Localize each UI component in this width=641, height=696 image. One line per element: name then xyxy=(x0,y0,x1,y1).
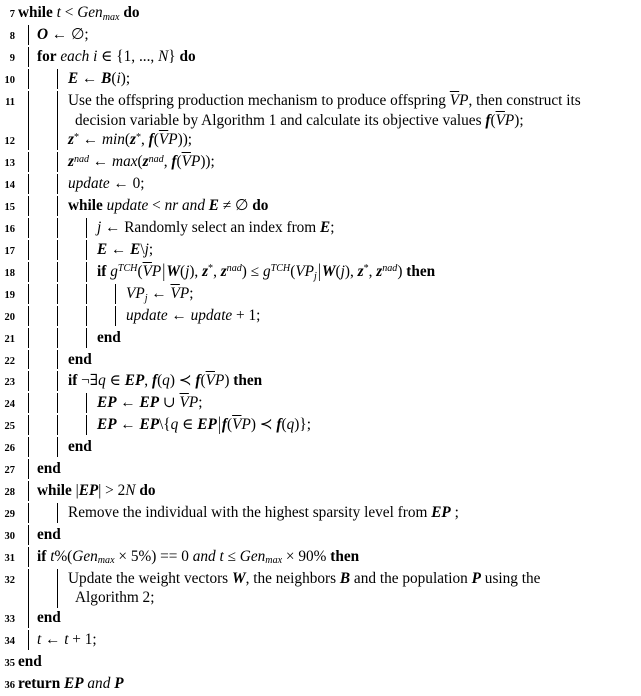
algorithm-line xyxy=(0,393,641,415)
indent-rule xyxy=(28,437,29,457)
indent-rule xyxy=(28,25,29,45)
algorithm-line xyxy=(0,350,641,372)
indent-rule xyxy=(86,393,87,413)
line-number: 17 xyxy=(4,245,15,257)
line-body xyxy=(18,174,641,194)
indent-rule xyxy=(28,152,29,172)
indent-rule xyxy=(57,69,58,89)
line-body xyxy=(18,47,641,67)
line-text: if t%(Gen$_{max}$ × 5%) == 0 and t ≤ Gen$_{max}$ × 90% then xyxy=(37,547,360,567)
algorithm-line xyxy=(0,262,641,284)
indent-rule xyxy=(28,91,29,131)
line-number: 24 xyxy=(4,399,15,411)
line-text: EP ← EP ∪ $\overline{V}P$; xyxy=(97,394,203,412)
line-body xyxy=(18,437,641,457)
line-body xyxy=(18,69,641,89)
indent-rule xyxy=(57,371,58,391)
line-number: 7 xyxy=(9,9,15,20)
algorithm-line xyxy=(0,218,641,240)
indent-rule xyxy=(86,328,87,348)
algorithm-line xyxy=(0,69,641,91)
line-number: 30 xyxy=(4,530,15,542)
line-text: end xyxy=(37,609,61,627)
line-body xyxy=(18,630,641,650)
line-number: 13 xyxy=(4,158,15,170)
line-number: 25 xyxy=(4,421,15,433)
indent-rule xyxy=(28,130,29,150)
line-body xyxy=(18,393,641,413)
algorithm-line xyxy=(0,525,641,547)
line-body xyxy=(18,3,641,23)
line-text: end xyxy=(37,460,61,478)
indent-rule xyxy=(28,218,29,238)
line-body xyxy=(18,306,641,326)
line-body xyxy=(18,130,641,150)
line-number: 23 xyxy=(4,377,15,389)
line-number: 18 xyxy=(4,267,15,279)
algorithm-line xyxy=(0,306,641,328)
line-text: E ← E\j; xyxy=(97,240,154,258)
line-text: for each i ∈ {1, ..., N} do xyxy=(37,47,196,65)
indent-rule xyxy=(86,306,87,326)
algorithm-line xyxy=(0,569,641,609)
line-body xyxy=(18,284,641,304)
line-number: 14 xyxy=(4,180,15,192)
indent-rule xyxy=(115,306,116,326)
indent-rule xyxy=(86,284,87,304)
line-text: while t < Gen$_{max}$ do xyxy=(18,4,140,23)
indent-rule xyxy=(57,393,58,413)
line-number: 12 xyxy=(4,136,15,148)
line-body xyxy=(18,262,641,282)
line-text: EP ← EP\{q ∈ $EP|f(\overline{V}P)$ ≺ f(q)}; xyxy=(18,415,641,435)
line-text: Remove the individual with the highest sparsity level from EP ; xyxy=(68,503,459,521)
indent-rule xyxy=(57,130,58,150)
indent-rule xyxy=(28,174,29,194)
indent-rule xyxy=(28,393,29,413)
line-body xyxy=(18,459,641,479)
indent-rule xyxy=(86,218,87,238)
line-text: if $g^{TCH}(\overline{V}P|W(j)$, z*, $z^{nad}) \le g^{TCH}(VP_j|W(j)$, z*, $z^{nad}$) then xyxy=(18,262,641,282)
line-text: if ¬∃q ∈ EP, f(q) ≺ $f(\overline{V}P)$ then xyxy=(68,372,263,390)
line-body xyxy=(18,25,641,45)
line-number: 27 xyxy=(4,465,15,477)
conditional-bar-symbol: | xyxy=(317,260,321,282)
indent-rule xyxy=(28,69,29,89)
line-text: z* ← min(z*, $f(\overline{V}P)$); xyxy=(68,131,193,149)
algorithm-line xyxy=(0,91,641,131)
line-body xyxy=(18,503,641,523)
indent-rule xyxy=(28,328,29,348)
line-number: 33 xyxy=(4,614,15,626)
line-body xyxy=(18,481,641,501)
line-text: update ← update + 1; xyxy=(126,306,261,324)
algorithm-line xyxy=(0,174,641,196)
indent-rule xyxy=(28,547,29,567)
algorithm-line xyxy=(0,415,641,437)
line-text: update ← 0; xyxy=(68,175,145,193)
line-body xyxy=(18,328,641,348)
line-body xyxy=(18,525,641,545)
indent-rule xyxy=(57,503,58,523)
indent-rule xyxy=(28,47,29,67)
line-number: 36 xyxy=(4,680,15,692)
line-number: 28 xyxy=(4,486,15,498)
line-number: 31 xyxy=(4,552,15,564)
line-body xyxy=(18,196,641,216)
line-body xyxy=(18,218,641,238)
indent-rule xyxy=(115,284,116,304)
line-text: $z^{nad}$ ← $\max(z^{nad}$, $f(\overline{V}P)$); xyxy=(68,153,215,171)
algorithm-line xyxy=(0,47,641,69)
indent-rule xyxy=(28,196,29,216)
line-number: 26 xyxy=(4,443,15,455)
algorithm-line xyxy=(0,652,641,674)
line-body xyxy=(18,240,641,260)
indent-rule xyxy=(28,415,29,435)
line-number: 9 xyxy=(9,52,15,64)
line-body xyxy=(18,350,641,370)
algorithm-line xyxy=(0,371,641,393)
algorithm-line xyxy=(0,3,641,25)
line-text: while |EP| > 2N do xyxy=(37,481,156,499)
indent-rule xyxy=(28,503,29,523)
line-number: 8 xyxy=(9,30,15,42)
line-body xyxy=(18,152,641,172)
line-text: while update < nr and E ≠ ∅ do xyxy=(68,197,269,215)
line-number: 16 xyxy=(4,224,15,236)
line-number: 22 xyxy=(4,355,15,367)
line-text: end xyxy=(97,328,121,346)
line-number: 21 xyxy=(4,333,15,345)
line-number: 35 xyxy=(4,658,15,670)
conditional-bar-symbol: | xyxy=(217,413,221,436)
algorithm-line xyxy=(0,196,641,218)
algorithm-line xyxy=(0,630,641,652)
algorithm-line xyxy=(0,284,641,306)
indent-rule xyxy=(28,569,29,609)
line-text: O ← ∅; xyxy=(37,25,89,43)
line-number: 19 xyxy=(4,289,15,301)
indent-rule xyxy=(57,569,58,609)
indent-rule xyxy=(57,174,58,194)
indent-rule xyxy=(57,262,58,282)
algorithm-line xyxy=(0,674,641,696)
indent-rule xyxy=(57,240,58,260)
indent-rule xyxy=(28,306,29,326)
indent-rule xyxy=(28,262,29,282)
algorithm-line xyxy=(0,152,641,174)
line-number: 10 xyxy=(4,74,15,86)
indent-rule xyxy=(86,262,87,282)
line-number: 32 xyxy=(4,574,15,586)
line-text: t ← t + 1; xyxy=(37,631,97,649)
line-number: 15 xyxy=(4,202,15,214)
algorithm-line xyxy=(0,437,641,459)
line-number: 20 xyxy=(4,311,15,323)
algorithm-line xyxy=(0,130,641,152)
line-number: 11 xyxy=(5,96,15,108)
indent-rule xyxy=(57,306,58,326)
indent-rule xyxy=(28,481,29,501)
line-body xyxy=(18,547,641,567)
line-text: end xyxy=(68,438,92,456)
indent-rule xyxy=(28,350,29,370)
line-body xyxy=(18,415,641,435)
indent-rule xyxy=(28,240,29,260)
line-text: end xyxy=(37,525,61,543)
algorithm-line xyxy=(0,547,641,569)
indent-rule xyxy=(28,630,29,650)
line-text: return EP and P xyxy=(18,675,124,693)
indent-rule xyxy=(57,91,58,131)
indent-rule xyxy=(28,459,29,479)
indent-rule xyxy=(57,196,58,216)
line-text: Update the weight vectors W, the neighbors B and the population P using the Algorithm 2; xyxy=(68,569,541,607)
line-text: end xyxy=(68,350,92,368)
indent-rule xyxy=(57,350,58,370)
indent-rule xyxy=(57,284,58,304)
indent-rule xyxy=(57,328,58,348)
line-text: $VP_j$ ← $\overline{V}P$; xyxy=(126,284,194,304)
indent-rule xyxy=(28,284,29,304)
line-number: 34 xyxy=(4,636,15,648)
line-text: Use the offspring production mechanism to produce offspring $\overline{V}P$, then construct its decision variable by Algorithm 1 and calculate its objective values $f(\overline{V}P)$; xyxy=(68,91,581,129)
indent-rule xyxy=(86,415,87,435)
line-text: end xyxy=(18,653,42,671)
indent-rule xyxy=(28,525,29,545)
line-body xyxy=(18,569,641,609)
line-number: 29 xyxy=(4,508,15,520)
line-body xyxy=(18,674,641,694)
algorithm-line xyxy=(0,459,641,481)
line-text: j ← Randomly select an index from E; xyxy=(97,219,335,237)
indent-rule xyxy=(57,152,58,172)
indent-rule xyxy=(57,437,58,457)
algorithm-line xyxy=(0,328,641,350)
line-text: E ← B(i); xyxy=(68,69,131,87)
algorithm-line xyxy=(0,608,641,630)
indent-rule xyxy=(28,608,29,628)
indent-rule xyxy=(57,415,58,435)
algorithm-line xyxy=(0,481,641,503)
line-body xyxy=(18,608,641,628)
line-body xyxy=(18,652,641,672)
conditional-bar-symbol: | xyxy=(162,260,166,282)
indent-rule xyxy=(57,218,58,238)
line-body xyxy=(18,371,641,391)
line-body xyxy=(18,91,641,131)
indent-rule xyxy=(28,371,29,391)
algorithm-line xyxy=(0,25,641,47)
indent-rule xyxy=(86,240,87,260)
algorithm-line xyxy=(0,503,641,525)
